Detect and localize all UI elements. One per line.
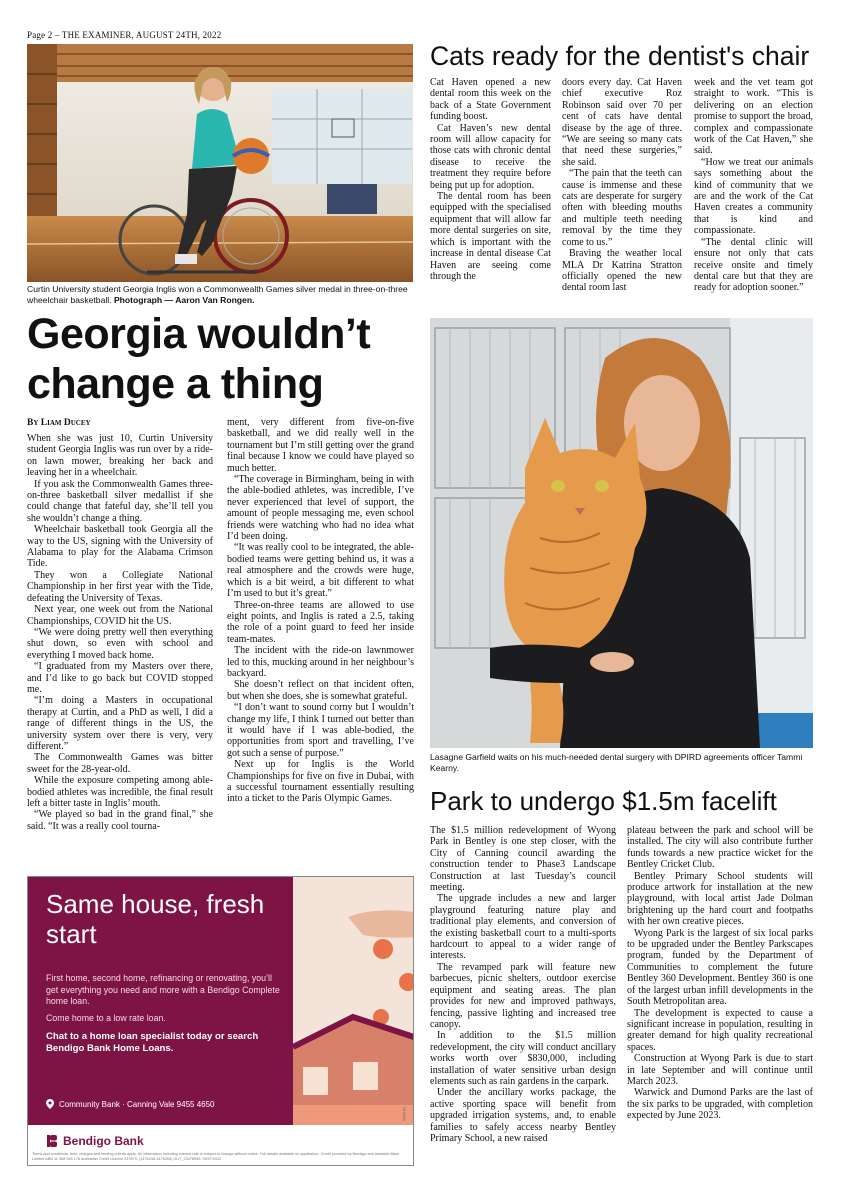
ad-location (46, 1099, 215, 1109)
paragraph: While the exposure competing among able-bodied athletes was incredible, the final result left a bitter taste in Inglis’ mouth. (27, 775, 213, 809)
ad-cta[interactable]: Chat to a home loan specialist today or search Bendigo Bank Home Loans. (46, 1031, 259, 1054)
paragraph: “I don’t want to sound corny but I wouldn’t change my life, I think I turned out better than it would have if I was able-bodied, the opportunities from sport and travelling, I’ve got such a sense of purpose.” (227, 702, 414, 759)
page-header: Page 2 – THE EXAMINER, AUGUST 24TH, 2022 (27, 30, 222, 40)
paragraph: The revamped park will feature new barbecues, picnic shelters, outdoor exercise equipment and seating areas. The plan provides for new and improved pathways, fencing, passive lighting and increased tree canopy. (430, 961, 616, 1030)
paragraph: Bentley Primary School students will produce artwork for installation at the new playground, with local artist Jade Dolman brightening up the hard court and footpaths with her own creative pieces. (627, 870, 813, 928)
park-column-1 (430, 825, 616, 1160)
paragraph: The dental room has been equipped with the specialised equipment that will allow far more dental surgeries on site, which is important with the increase in dental disease Cat Haven are seeing come through the (430, 191, 551, 282)
paragraph: If you ask the Commonwealth Games three-on-three basketball silver medallist if she could change that fateful day, she’ll tell you she wouldn’t change a thing. (27, 478, 213, 524)
ad-body: First home, second home, refinancing or renovating, you’ll get everything you need and more with a Bendigo Complete home loan. (46, 973, 280, 1006)
paragraph: They won a Collegiate National Championship in her first year with the Tide, defeating the University of Texas. (27, 569, 213, 604)
cats-column-3 (694, 77, 813, 313)
paragraph: “We were doing pretty well then everything shut down, so even with school and everything I moved back home. (27, 626, 213, 661)
park-headline: Park to undergo $1.5m facelift (430, 786, 777, 816)
paragraph: plateau between the park and school will be installed. The city will also contribute further funds towards a new practice wicket for the Bentley Cricket Club. (627, 825, 813, 871)
cat-photo-caption: Lasagne Garfield waits on his much-needed dental surgery with DPIRD agreements officer Tammi Kearny. (430, 752, 803, 773)
location-pin-icon (46, 1099, 54, 1109)
paragraph: Wheelchair basketball took Georgia all the way to the US, signing with the University of Alabama to play for the Alabama Crimson Tide. (27, 524, 213, 570)
georgia-photo-caption (27, 284, 417, 306)
paragraph: The development is expected to cause a significant increase in population, resulting in greater demand for high quality recreational spaces. (627, 1007, 813, 1053)
bendigo-bank-ad[interactable] (27, 876, 414, 1166)
paragraph: The upgrade includes a new and larger playground featuring nature play and traditional play elements, and conversion of the existing basketball court to a multi-sports hardcourt to appeal to a wider range of interests. (430, 893, 616, 962)
ad-headline: Same house, fresh start (46, 889, 265, 949)
ad-panel (28, 877, 293, 1125)
wheelchair-athlete-image (27, 44, 413, 282)
georgia-photo (27, 44, 413, 282)
paragraph: doors every day. Cat Haven chief executive Roz Robinson said over 70 per cent of cats have dental disease by the age of three. “We are seeing so many cats that need these surgeries,” she said. (562, 77, 682, 168)
paragraph: “It was really cool to be integrated, the able-bodied teams were getting behind us, it was a real atmosphere and the crowds were huge, which is a bit weird, a bit different to what I’m used to but it’s great.” (227, 542, 414, 600)
cat-photo (430, 318, 813, 748)
paragraph: Wyong Park is the largest of six local parks to be upgraded under the Bentley Parkscapes program, funded by the Department of Communities to complement the future Bentley 360 Development. Bentley 360 is one of the largest urban infill developments in the South Metropolitan area. (627, 927, 813, 1008)
ad-tagline: Come home to a low rate loan. (46, 1013, 166, 1023)
ad-location-text: Community Bank · Canning Vale 9455 4650 (59, 1099, 215, 1109)
paragraph: Three-on-three teams are allowed to use eight points, and Inglis is rated a 2.5, taking the role of a point guard to feed her inside team-mates. (227, 599, 414, 645)
cats-column-1 (430, 77, 551, 313)
ad-brand[interactable] (46, 1134, 144, 1148)
ad-brand-name: Bendigo Bank (63, 1134, 144, 1148)
paragraph: The Commonwealth Games was bitter sweet for the 28-year-old. (27, 752, 213, 775)
paragraph: When she was just 10, Curtin University student Georgia Inglis was run over by a ride-on lawn mower, breaking her back and leaving her in a wheelchair. (27, 433, 213, 479)
paragraph: “We played so bad in the grand final,” she said. “It was a really cool tourna- (27, 809, 213, 832)
park-column-2 (627, 825, 813, 1160)
paragraph: “The dental clinic will ensure not only that cats receive onsite and timely dental care but that they are ready for adoption sooner.” (694, 236, 813, 294)
paragraph: “I’m doing a Masters in occupational therapy at Curtin, and a PhD as well, I did a range of different things in the US, the university system over there is very, very different.” (27, 695, 213, 752)
ad-house-illustration (293, 877, 414, 1125)
photo-credit: Photograph — Aaron Van Rongen. (113, 295, 255, 305)
paragraph: ment, very different from five-on-five basketball, and we did really well in the tournament but I’m still getting over the grand final because I know we could have played so much better. (227, 417, 414, 474)
cats-column-2 (562, 77, 682, 313)
ad-fine-print: Terms and conditions, fees, charges and lending criteria apply. All information including interest rate is subject to change without notice. Full details available on application. Credit provided by Bendigo and Adelaide Bank Limited ABN 11 068 049 178 Australian Credit Licence 237879. (1476246-1476263) OUT_23478949, 05/07/2022 (32, 1152, 400, 1161)
paragraph: week and the vet team got straight to work. “This is delivering on an election promise to support the broad, complex and compassionate work of the Cat Haven,” she said. (694, 77, 813, 157)
paragraph: Construction at Wyong Park is due to start in late September and will continue until March 2023. (627, 1053, 813, 1087)
paragraph: Under the ancillary works package, the active sporting space will benefit from upgraded irrigation systems, and, to enable families to safely access nearby Bentley Primary School, a new raised (430, 1087, 616, 1144)
paragraph: “The coverage in Birmingham, being in with the able-bodied athletes, was incredible, I’ve never experienced that level of support, the amount of people messaging me, even school friends were watching who had no idea what I’d been doing. (227, 474, 414, 543)
paragraph: She doesn’t reflect on that incident often, but when she does, she is somewhat grateful. (227, 679, 414, 702)
paragraph: Warwick and Dumond Parks are the last of the six parks to be upgraded, with completion expected by June 2023. (627, 1087, 813, 1122)
caption-text: Curtin University student Georgia Inglis won a Commonwealth Games silver medal in three-on-three wheelchair basketball. (27, 284, 408, 305)
paragraph: Cat Haven’s new dental room will allow capacity for those cats with chronic dental disease to receive the treatment they require before being put up for adoption. (430, 122, 551, 191)
paragraph: “I graduated from my Masters over there, and I’d like to go back but COVID stopped me. (27, 661, 213, 695)
paragraph: The $1.5 million redevelopment of Wyong Park in Bentley is one step closer, with the City of Canning council awarding the construction tender to Phase3 Landscape Construction at last Tuesday’s council meeting. (430, 825, 616, 894)
georgia-headline: Georgia wouldn’t change a thing (27, 310, 371, 408)
paragraph: The incident with the ride-on lawnmower led to this, mucking around in her neighbour’s backyard. (227, 645, 414, 679)
paragraph: Next year, one week out from the National Championships, COVID hit the US. (27, 604, 213, 627)
georgia-column-1 (27, 433, 213, 871)
georgia-column-2 (227, 417, 414, 871)
byline: By Liam Ducey (27, 418, 91, 428)
cats-headline: Cats ready for the dentist's chair (430, 41, 810, 71)
ad-code: S16150 (402, 1107, 407, 1121)
paragraph: Braving the weather local MLA Dr Katrina Stratton officially opened the new dental room last (562, 248, 682, 294)
woman-holding-cat-image (430, 318, 813, 748)
paragraph: Cat Haven opened a new dental room this week on the back of a State Government funding boost. (430, 77, 551, 123)
paragraph: “How we treat our animals says something about the kind of community that we are and the work of the Cat Haven creates a community that is kind and compassionate. (694, 156, 813, 237)
paragraph: Next up for Inglis is the World Championships for five on five in Dubai, with a successful tournament essentially resulting into a ticket to the Paris Olympic Games. (227, 759, 414, 805)
paragraph: “The pain that the teeth can cause is immense and these cats are desperate for surgery often with bleeding mouths and multiple teeth needing removal by the time they come to us.” (562, 168, 682, 248)
paragraph: In addition to the $1.5 million redevelopment, the city will conduct ancillary works worth over $830,000, including installation of water sensitive urban design elements such as rain gardens in the carpark. (430, 1030, 616, 1087)
bendigo-bank-logo-icon (46, 1135, 58, 1147)
